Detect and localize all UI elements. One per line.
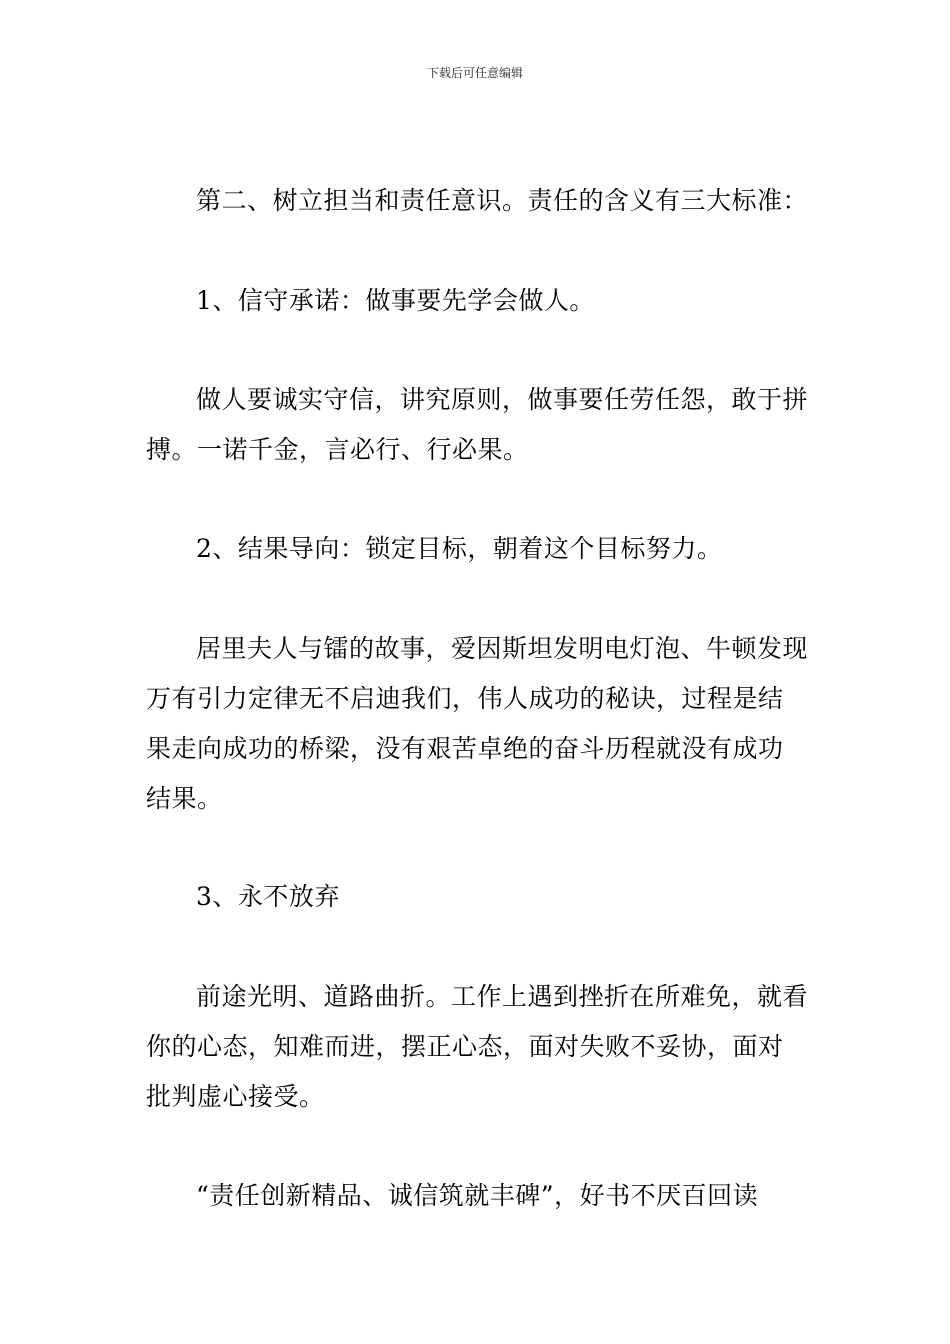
paragraph-1: 第二、树立担当和责任意识。责任的含义有三大标准： xyxy=(196,186,809,215)
paragraph-4: 2、结果导向：锁定目标，朝着这个目标努力。 xyxy=(196,534,723,563)
paragraph-6: 3、永不放弃 xyxy=(196,882,340,911)
paragraph-3: 做人要诚实守信，讲究原则，做事要任劳任怨，敢于拼搏。一诺千金，言必行、行必果。 xyxy=(146,385,809,464)
paragraph-7: 前途光明、道路曲折。工作上遇到挫折在所难免，就看你的心态，知难而进，摆正心态，面对失败不妥协，面对批判虚心接受。 xyxy=(146,982,809,1111)
page-header: 下载后可任意编辑 xyxy=(426,66,523,80)
paragraph-8: “责任创新精品、诚信筑就丰碑”，好书不厌百回读 xyxy=(196,1181,759,1210)
paragraph-5: 居里夫人与镭的故事，爱因斯坦发明电灯泡、牛顿发现万有引力定律无不启迪我们，伟人成功的秘诀，过程是结果走向成功的桥梁，没有艰苦卓绝的奋斗历程就没有成功结果。 xyxy=(146,634,809,813)
paragraph-2: 1、信守承诺：做事要先学会做人。 xyxy=(196,286,595,315)
